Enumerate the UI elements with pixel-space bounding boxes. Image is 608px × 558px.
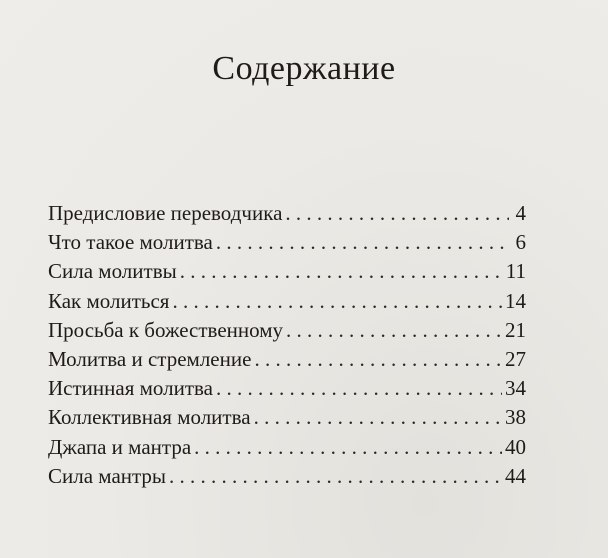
toc-entry-page: 4 (515, 201, 526, 225)
page-title: Содержание (212, 50, 396, 87)
toc-entry-label: Истинная молитва (48, 376, 213, 401)
toc-entry (48, 403, 526, 432)
toc-entry-page: 21 (505, 317, 526, 342)
toc-entry-page: 14 (505, 288, 526, 313)
toc-entry (48, 228, 526, 257)
toc-entry-page: 34 (505, 376, 526, 401)
toc-entry-page: 44 (505, 463, 526, 488)
toc-entry-page: 40 (505, 434, 526, 459)
toc-entry (48, 257, 526, 286)
toc-entry (48, 316, 526, 345)
toc-entry (48, 462, 526, 491)
toc-entry-label: Коллективная молитва (48, 405, 251, 430)
toc-entry (48, 374, 526, 403)
toc-entry-label: Что такое молитва (48, 230, 213, 255)
toc-leader-dots (254, 345, 502, 374)
toc-entry-label: Джапа и мантра (48, 434, 192, 459)
toc-entry-page: 11 (505, 259, 526, 284)
toc-entry-label: Предисловие переводчика (48, 201, 283, 225)
toc-leader-dots (216, 374, 502, 403)
toc-leader-dots (285, 199, 509, 228)
toc-entry (48, 199, 526, 228)
table-of-contents (48, 199, 526, 491)
toc-entry-page: 6 (515, 230, 526, 255)
toc-leader-dots (169, 462, 502, 491)
toc-entry (48, 433, 526, 462)
toc-leader-dots (216, 228, 509, 257)
toc-entry-label: Молитва и стремление (48, 346, 252, 371)
toc-entry-page: 38 (505, 405, 526, 430)
toc-entry-label: Как молиться (48, 288, 170, 313)
toc-leader-dots (172, 287, 502, 316)
toc-entry (48, 345, 526, 374)
toc-entry-label: Сила молитвы (48, 259, 177, 284)
toc-entry (48, 287, 526, 316)
toc-leader-dots (180, 257, 503, 286)
toc-leader-dots (286, 316, 502, 345)
toc-entry-label: Просьба к божественному (48, 317, 284, 342)
toc-entry-label: Сила мантры (48, 463, 167, 488)
toc-entry-page: 27 (505, 346, 526, 371)
toc-leader-dots (194, 433, 502, 462)
toc-leader-dots (254, 403, 502, 432)
